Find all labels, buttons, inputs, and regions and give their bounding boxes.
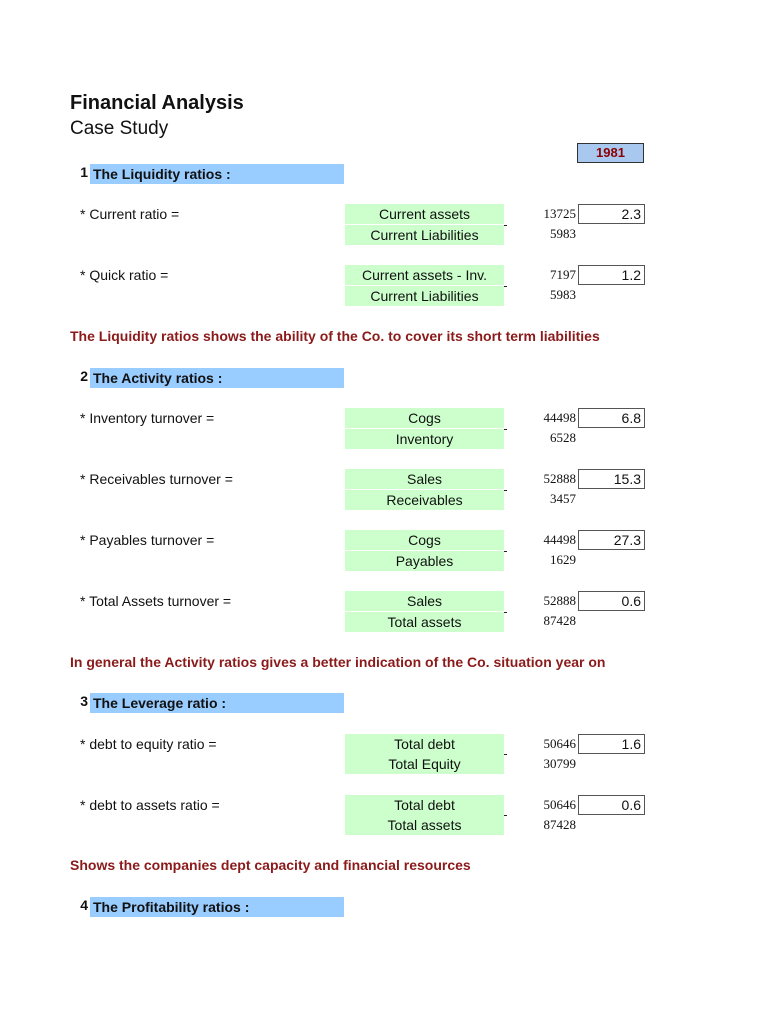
ratio-label: * debt to assets ratio = (80, 797, 220, 813)
ratio-denominator[interactable]: Total Equity (345, 754, 504, 774)
ratio-numerator[interactable]: Total debt (345, 795, 504, 815)
ratio-denominator[interactable]: Current Liabilities (345, 225, 504, 245)
ratio-result[interactable]: 15.3 (578, 469, 645, 489)
section-number: 2 (80, 368, 88, 384)
ratio-numerator[interactable]: Current assets - Inv. (345, 265, 504, 285)
section-title-profitability[interactable]: The Profitability ratios : (90, 897, 344, 917)
ratio-result[interactable]: 2.3 (578, 204, 645, 224)
section-title-liquidity[interactable]: The Liquidity ratios : (90, 164, 344, 184)
ratio-result[interactable]: 27.3 (578, 530, 645, 550)
numerator-value[interactable]: 44498 (543, 532, 576, 547)
denominator-value[interactable]: 87428 (543, 817, 576, 832)
section-number: 3 (80, 693, 88, 709)
ratio-denominator[interactable]: Total assets (345, 815, 504, 835)
section-number: 1 (80, 164, 88, 180)
ratio-denominator[interactable]: Total assets (345, 612, 504, 632)
numerator-value[interactable]: 44498 (543, 410, 576, 425)
denominator-value[interactable]: 5983 (550, 287, 576, 302)
ratio-result[interactable]: 6.8 (578, 408, 645, 428)
ratio-numerator[interactable]: Total debt (345, 734, 504, 754)
numerator-value[interactable]: 13725 (543, 206, 576, 221)
ratio-denominator[interactable]: Inventory (345, 429, 504, 449)
denominator-value[interactable]: 6528 (550, 430, 576, 445)
denominator-value[interactable]: 1629 (550, 552, 576, 567)
ratio-result[interactable]: 1.2 (578, 265, 645, 285)
year-cell[interactable]: 1981 (577, 143, 644, 163)
numerator-value[interactable]: 52888 (543, 471, 576, 486)
ratio-label: * Current ratio = (80, 206, 180, 222)
denominator-value[interactable]: 3457 (550, 491, 576, 506)
ratio-denominator[interactable]: Current Liabilities (345, 286, 504, 306)
ratio-denominator[interactable]: Receivables (345, 490, 504, 510)
numerator-value[interactable]: 50646 (543, 797, 576, 812)
page-subtitle: Case Study (70, 118, 169, 139)
section-title-activity[interactable]: The Activity ratios : (90, 368, 344, 388)
denominator-value[interactable]: 87428 (543, 613, 576, 628)
numerator-value[interactable]: 50646 (543, 736, 576, 751)
page-title: Financial Analysis (70, 92, 244, 114)
ratio-result[interactable]: 0.6 (578, 591, 645, 611)
ratio-numerator[interactable]: Sales (345, 469, 504, 489)
numerator-value[interactable]: 7197 (550, 267, 576, 282)
ratio-label: * debt to equity ratio = (80, 736, 217, 752)
ratio-numerator[interactable]: Current assets (345, 204, 504, 224)
ratio-label: * Quick ratio = (80, 267, 169, 283)
section-note: The Liquidity ratios shows the ability of the Co. to cover its short term liabilities (70, 328, 600, 344)
ratio-label: * Total Assets turnover = (80, 593, 232, 609)
ratio-label: * Receivables turnover = (80, 471, 233, 487)
denominator-value[interactable]: 5983 (550, 226, 576, 241)
section-number: 4 (80, 897, 88, 913)
ratio-result[interactable]: 1.6 (578, 734, 645, 754)
section-title-leverage[interactable]: The Leverage ratio : (90, 693, 344, 713)
section-note: Shows the companies dept capacity and financial resources (70, 857, 471, 873)
ratio-numerator[interactable]: Cogs (345, 408, 504, 428)
denominator-value[interactable]: 30799 (543, 756, 576, 771)
ratio-numerator[interactable]: Sales (345, 591, 504, 611)
ratio-numerator[interactable]: Cogs (345, 530, 504, 550)
ratio-result[interactable]: 0.6 (578, 795, 645, 815)
ratio-label: * Inventory turnover = (80, 410, 215, 426)
numerator-value[interactable]: 52888 (543, 593, 576, 608)
ratio-label: * Payables turnover = (80, 532, 215, 548)
ratio-denominator[interactable]: Payables (345, 551, 504, 571)
section-note: In general the Activity ratios gives a better indication of the Co. situation year on (70, 654, 606, 670)
